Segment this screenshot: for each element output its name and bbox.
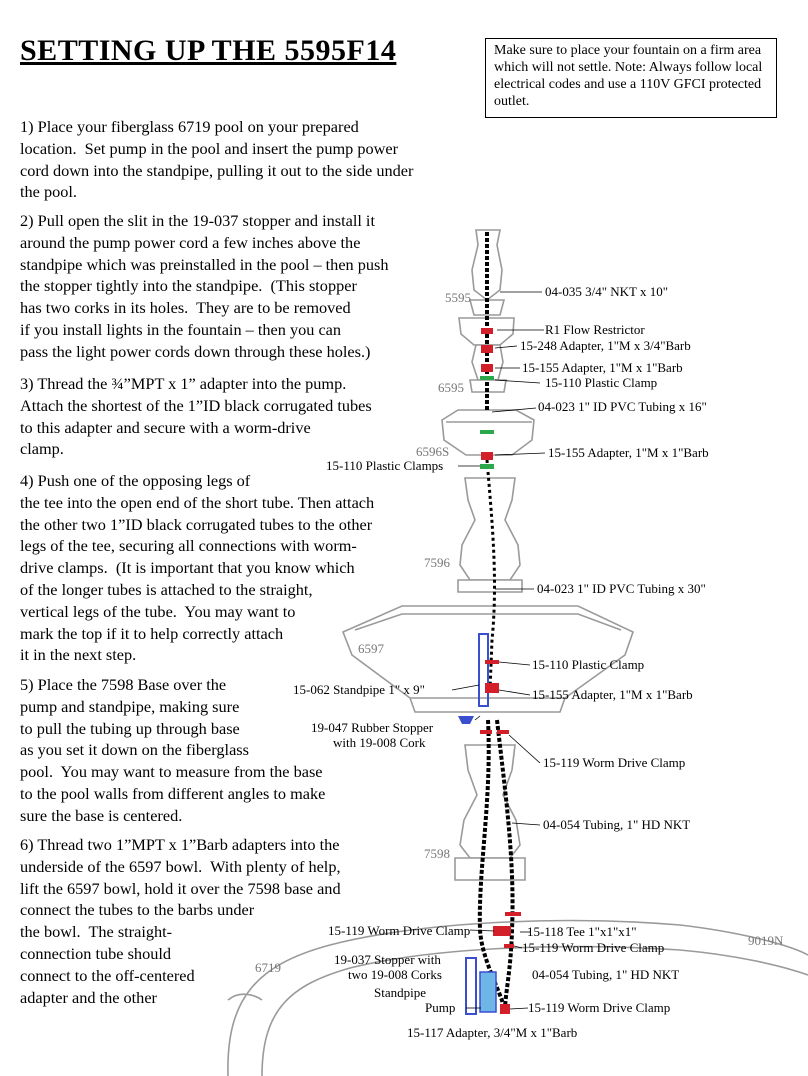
- step-line: 3) Thread the ¾”MPT x 1” adapter into the pump.: [20, 374, 347, 393]
- step-line: cord down into the standpipe, pulling it out to the side under: [20, 160, 414, 180]
- step-line: Attach the shortest of the 1”ID black corrugated tubes: [20, 395, 372, 415]
- step-line: pass the light power cords down through these holes.): [20, 341, 371, 361]
- callout-adapter-117: 15-117 Adapter, 3/4"M x 1"Barb: [407, 1025, 578, 1040]
- callout-pvc-16: 04-023 1" ID PVC Tubing x 16": [538, 399, 707, 414]
- callout-worm-clamp-3: 15-119 Worm Drive Clamp: [522, 940, 665, 955]
- step-line: to the pool walls from different angles to make: [20, 783, 326, 803]
- callout-adapter-155-mid: 15-155 Adapter, 1"M x 1"Barb: [548, 445, 709, 460]
- callout-adapter-248: 15-248 Adapter, 1"M x 3/4"Barb: [520, 338, 691, 353]
- callout-hd-nkt-1: 04-054 Tubing, 1" HD NKT: [543, 817, 691, 832]
- callout-standpipe-9: 15-062 Standpipe 1" x 9": [293, 682, 425, 697]
- step-line: if you install lights in the fountain – then you can: [20, 319, 342, 339]
- step-line: legs of the tee, securing all connections with worm-: [20, 536, 357, 556]
- callout-rubber-stopper-cork: with 19-008 Cork: [333, 735, 426, 750]
- step-line: the stopper tightly into the standpipe. (This stopper: [20, 276, 357, 296]
- safety-note: Make sure to place your fountain on a firm area which will not settle. Note: Always follow local electrical codes and use a 110V GFCI protected outlet.: [485, 38, 777, 118]
- callout-pump: Pump: [425, 1000, 456, 1015]
- label-6719: 6719: [255, 960, 281, 975]
- callout-flow-restrictor: R1 Flow Restrictor: [545, 322, 645, 337]
- step-line: pump and standpipe, making sure: [20, 696, 240, 716]
- tier-7596: [458, 478, 522, 592]
- step-line: 2) Pull open the slit in the 19-037 stopper and install it: [20, 211, 375, 230]
- label-7596: 7596: [424, 555, 450, 570]
- label-6595: 6595: [438, 380, 464, 395]
- step-line: location. Set pump in the pool and insert the pump power: [20, 138, 399, 158]
- label-6597: 6597: [358, 641, 384, 656]
- step-line: the bowl. The straight-: [20, 922, 173, 942]
- callout-nkt-10: 04-035 3/4" NKT x 10": [545, 284, 669, 299]
- label-7598: 7598: [424, 846, 450, 861]
- label-6596s: 6596S: [416, 444, 450, 459]
- callout-stopper-19-037: 19-037 Stopper with: [334, 952, 441, 967]
- callout-adapter-155-top: 15-155 Adapter, 1"M x 1"Barb: [522, 360, 683, 375]
- callout-worm-clamp-4: 15-119 Worm Drive Clamp: [528, 1000, 671, 1015]
- tier-5595: [470, 230, 504, 315]
- step-line: to this adapter and secure with a worm-drive: [20, 417, 311, 437]
- step-line: 6) Thread two 1”MPT x 1”Barb adapters into the: [20, 835, 340, 854]
- callout-plastic-clamp-top: 15-110 Plastic Clamp: [545, 375, 658, 390]
- callout-plastic-clamp-bowl: 15-110 Plastic Clamp: [532, 657, 645, 672]
- step-line: connect to the off-centered: [20, 965, 195, 985]
- step-line: around the pump power cord a few inches above the: [20, 232, 361, 252]
- step-line: standpipe which was preinstalled in the pool – then push: [20, 254, 389, 274]
- step-line: as you set it down on the fiberglass: [20, 740, 249, 760]
- step-line: to pull the tubing up through base: [20, 718, 240, 738]
- callout-standpipe: Standpipe: [374, 985, 426, 1000]
- step-line: 5) Place the 7598 Base over the: [20, 675, 227, 694]
- step-line: connection tube should: [20, 943, 172, 963]
- callout-tee: 15-118 Tee 1"x1"x1": [527, 924, 637, 939]
- callout-stopper-corks: two 19-008 Corks: [348, 967, 442, 982]
- step-line: of the longer tubes is attached to the straight,: [20, 579, 313, 599]
- callout-rubber-stopper: 19-047 Rubber Stopper: [311, 720, 434, 735]
- pool-6719: [228, 921, 808, 1076]
- step-line: lift the 6597 bowl, hold it over the 7598 base and: [20, 878, 341, 898]
- label-5595: 5595: [445, 290, 471, 305]
- callout-adapter-155-bowl: 15-155 Adapter, 1"M x 1"Barb: [532, 687, 693, 702]
- step-line: vertical legs of the tube. You may want to: [20, 601, 296, 621]
- step-line: pool. You may want to measure from the base: [20, 762, 323, 782]
- page-title: SETTING UP THE 5595F14: [20, 34, 397, 67]
- callout-plastic-clamps: 15-110 Plastic Clamps: [326, 458, 444, 473]
- step-line: underside of the 6597 bowl. With plenty of help,: [20, 856, 341, 876]
- step-line: the pool.: [20, 182, 77, 202]
- callout-hd-nkt-2: 04-054 Tubing, 1" HD NKT: [532, 967, 680, 982]
- step-line: clamp.: [20, 439, 64, 459]
- label-9019n: 9019N: [748, 933, 784, 948]
- step-line: the other two 1”ID black corrugated tubes to the other: [20, 514, 373, 534]
- step-line: connect the tubes to the barbs under: [20, 900, 255, 920]
- step-line: the tee into the open end of the short tube. Then attach: [20, 492, 375, 512]
- step-line: 4) Push one of the opposing legs of: [20, 471, 251, 490]
- step-line: drive clamps. (It is important that you know which: [20, 558, 355, 578]
- step-line: mark the top if it to help correctly attach: [20, 623, 284, 643]
- step-line: sure the base is centered.: [20, 805, 183, 825]
- callout-worm-clamp-1: 15-119 Worm Drive Clamp: [543, 755, 686, 770]
- step-line: has two corks in its holes. They are to be removed: [20, 298, 351, 318]
- step-line: 1) Place your fiberglass 6719 pool on your prepared: [20, 117, 359, 136]
- step-line: adapter and the other: [20, 987, 157, 1007]
- callout-worm-clamp-2: 15-119 Worm Drive Clamp: [328, 923, 471, 938]
- step-line: it in the next step.: [20, 645, 137, 665]
- callout-pvc-30: 04-023 1" ID PVC Tubing x 30": [537, 581, 706, 596]
